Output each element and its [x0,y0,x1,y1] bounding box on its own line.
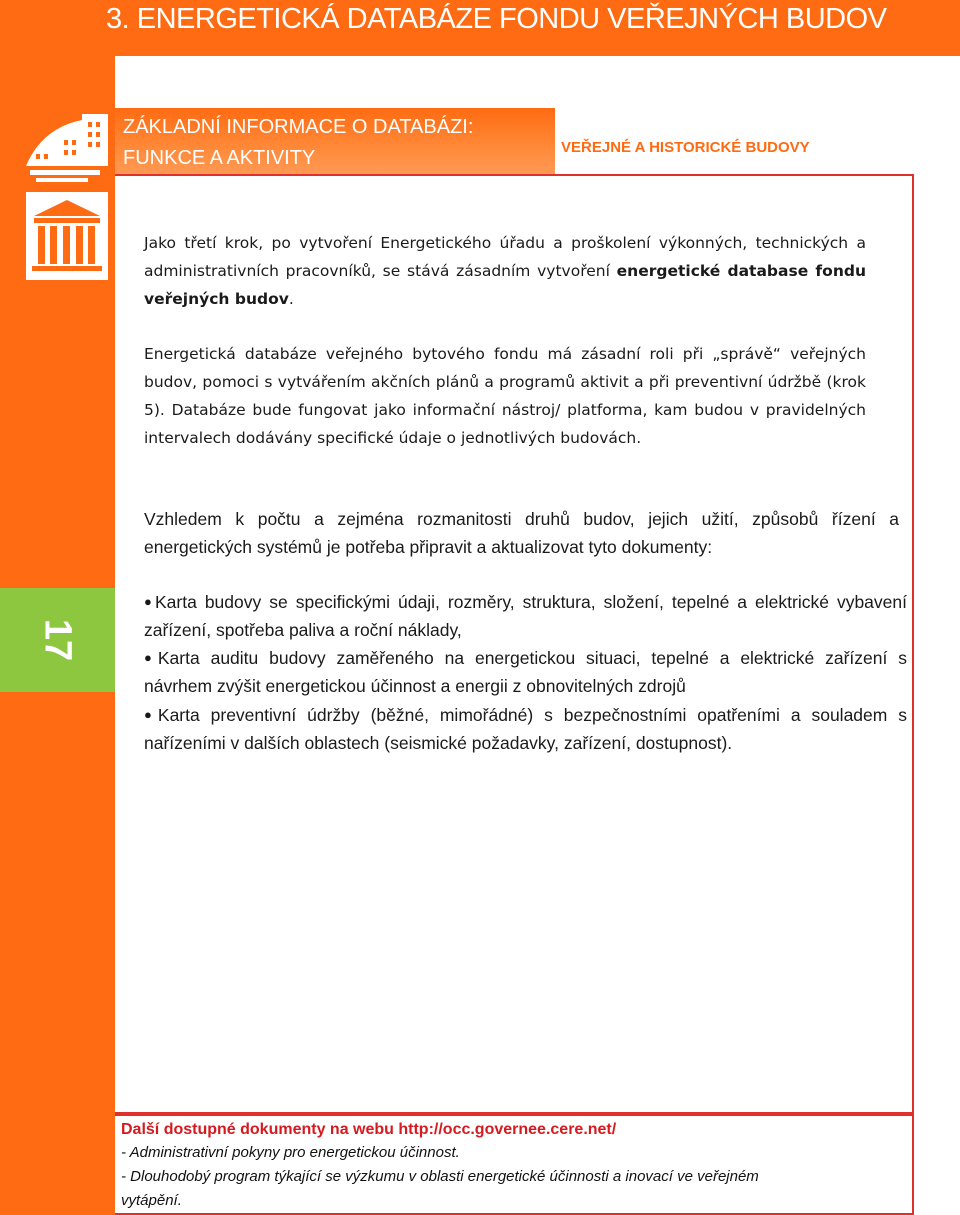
documents-paragraph: Vzhledem k počtu a zejména rozmanitosti druhů budov, jejich užití, způsobů řízení a energetických systémů je potřeba připravit a aktualizovat tyto dokumenty: [144,509,899,557]
list-item [144,701,907,757]
page-title: 3. ENERGETICKÁ DATABÁZE FONDU VEŘEJNÝCH BUDOV [106,3,887,35]
footer-title[interactable]: Další dostupné dokumenty na webu http://occ.governee.cere.net/ [121,1121,617,1138]
database-paragraph: Energetická databáze veřejného bytového fondu má zásadní roli při „správě“ veřejných budov, pomoci s vytvářením akčních plánů a programů aktivit a při preventivní údržbě (krok 5). Databáze bude fungovat jako informační nástroj/ platforma, kam budou v pravidelných intervalech dodávány specifické údaje o jednotlivých budovách. [144,345,866,447]
public-building-icon [26,192,108,280]
list-item-text: Karta budovy se specifickými údaji, rozměry, struktura, složení, tepelné a elektrické vybavení zařízení, spotřeba paliva a roční náklady, [144,592,907,640]
category-label: VEŘEJNÉ A HISTORICKÉ BUDOVY [561,139,810,156]
footer-item: - Dlouhodobý program týkající se výzkumu v oblasti energetické účinnosti a inovací ve veřejném [121,1168,759,1185]
header-bar [0,0,960,56]
list-item-text: Karta auditu budovy zaměřeného na energetickou situaci, tepelné a elektrické zařízení s návrhem zvýšit energetickou účinnost a energii z obnovitelných zdrojů [144,648,907,697]
list-item [144,644,907,700]
intro-end: . [288,290,294,308]
intro-paragraph [144,229,866,313]
footer-item: - Administrativní pokyny pro energetickou účinnost. [121,1144,460,1161]
city-skyline-icon [22,100,114,282]
intro-text: Jako třetí krok, po vytvoření Energetického úřadu a proškolení výkonných, technických a administrativních pracovníků, se stává zásadním vytvoření [144,234,866,280]
section-subtitle-line2: FUNKCE A AKTIVITY [123,147,316,169]
bullet-icon: ● [144,650,158,666]
list-item [144,588,907,644]
page-number: 17 [36,618,79,662]
list-item-text: Karta preventivní údržby (běžné, mimořádné) s bezpečnostními opatřeními a souladem s nařízeními v dalších oblastech (seismické požadavky, zařízení, dostupnost). [144,704,908,753]
section-subtitle-box [115,108,555,176]
documents-list [144,588,907,757]
bullet-icon: ● [144,706,158,722]
section-subtitle-line1: ZÁKLADNÍ INFORMACE O DATABÁZI: [123,116,474,138]
footer-item: vytápění. [121,1192,182,1209]
bullet-icon: ● [144,594,155,609]
intro-bold: energetické database fondu veřejných budov [144,262,866,308]
building-icons [22,100,114,182]
